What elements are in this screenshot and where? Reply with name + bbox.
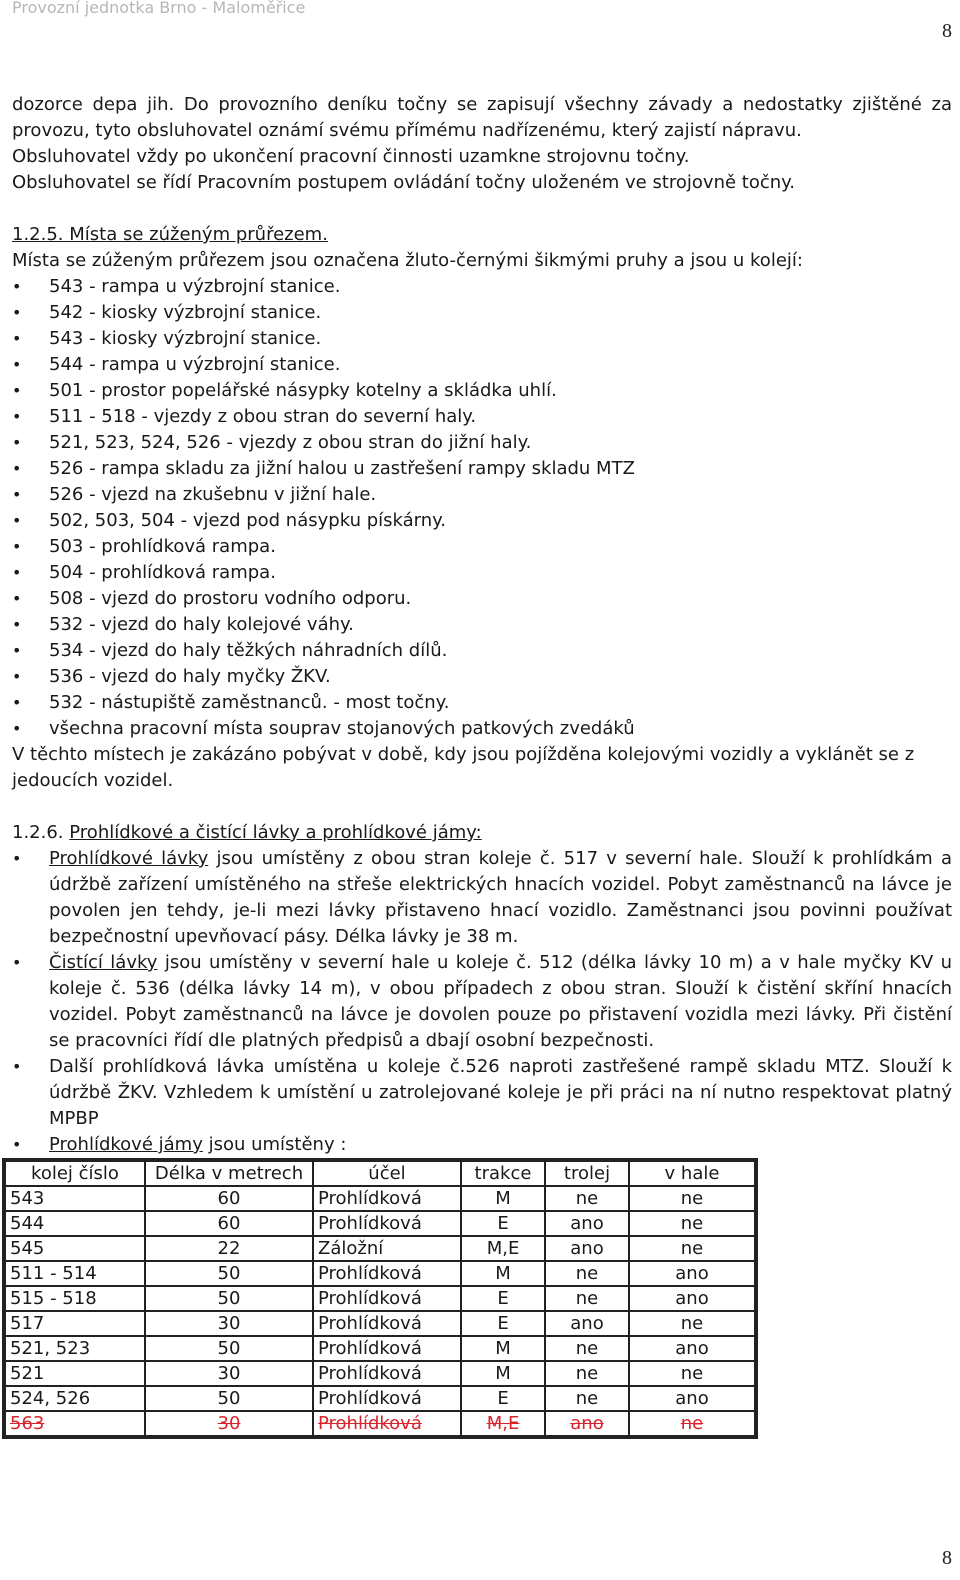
table-cell: ne: [629, 1186, 755, 1211]
table-cell: ano: [629, 1386, 755, 1411]
table-row: [5, 1211, 755, 1236]
running-header: Provozní jednotka Brno - Maloměřice: [12, 0, 306, 17]
narrow-places-list: [12, 274, 952, 742]
column-header: Délka v metrech: [145, 1161, 313, 1186]
table-cell: ne: [629, 1361, 755, 1386]
table-cell: ne: [545, 1361, 629, 1386]
list-item: • 503 - prohlídková rampa.: [12, 534, 952, 560]
table-cell: Prohlídková: [313, 1286, 461, 1311]
table-cell: Prohlídková: [313, 1361, 461, 1386]
table-cell: ano: [545, 1411, 629, 1436]
list-item: • všechna pracovní místa souprav stojanových patkových zvedáků: [12, 716, 952, 742]
list-item: [12, 846, 952, 950]
term-lead: Prohlídkové lávky: [49, 848, 209, 869]
table-cell: ne: [629, 1411, 755, 1436]
table-cell: 50: [145, 1286, 313, 1311]
term-lead: Čistící lávky: [49, 952, 158, 973]
table-cell: 50: [145, 1261, 313, 1286]
table-cell: ano: [629, 1286, 755, 1311]
table-cell: ano: [629, 1336, 755, 1361]
term-text: Další prohlídková lávka umístěna u koleje č.526 naproti zastřešené rampě skladu MTZ. Slouží k údržbě ŽKV. Vzhledem k umístění u zatrolejované koleje je při práci na ní nutno respektovat platný MPBP: [49, 1056, 952, 1129]
table-cell: E: [461, 1386, 545, 1411]
table-cell: Záložní: [313, 1236, 461, 1261]
list-item: • 534 - vjezd do haly těžkých náhradních dílů.: [12, 638, 952, 664]
table-cell: 50: [145, 1336, 313, 1361]
table-cell: ne: [629, 1311, 755, 1336]
table-cell: 524, 526: [5, 1386, 145, 1411]
page-number-bottom: 8: [942, 1547, 952, 1569]
list-item: • 544 - rampa u výzbrojní stanice.: [12, 352, 952, 378]
table-cell: Prohlídková: [313, 1386, 461, 1411]
table-cell: ano: [629, 1261, 755, 1286]
list-item: • 501 - prostor popelářské násypky kotelny a skládka uhlí.: [12, 378, 952, 404]
table-cell: 50: [145, 1386, 313, 1411]
table-cell: 60: [145, 1186, 313, 1211]
table-cell: Prohlídková: [313, 1311, 461, 1336]
table-cell: M: [461, 1261, 545, 1286]
table-row: [5, 1236, 755, 1261]
table-cell: Prohlídková: [313, 1186, 461, 1211]
table-cell: ne: [545, 1261, 629, 1286]
table-cell: Prohlídková: [313, 1211, 461, 1236]
term-text: jsou umístěny z obou stran koleje č. 517 v severní hale. Slouží k prohlídkám a údržbě zařízení umístěného na střeše elektrických hnacích vozidel. Pobyt zaměstnanců na lávce je povolen jen tehdy, je-li mezi lávky přistaveno hnací vozidlo. Zaměstnanci jsou povinni používat bezpečnostní upevňovací pásy. Délka lávky je 38 m.: [49, 848, 952, 947]
intro-line: Obsluhovatel vždy po ukončení pracovní činnosti uzamkne strojovnu točny.: [12, 146, 690, 167]
table-header-row: [5, 1161, 755, 1186]
term-text: jsou umístěny v severní hale u koleje č. 512 (délka lávky 10 m) a v hale myčky KV u koleje č. 536 (délka lávky 14 m), v obou případech z obou stran. Slouží k čistění skříní hnacích vozidel. Pobyt zaměstnanců na lávce je dovolen pouze po přistavení vozidla mezi lávky. Při čistění se pracovníci řídí dle platných předpisů a dbají osobní bezpečnosti.: [49, 952, 953, 1051]
intro-line: Obsluhovatel se řídí Pracovním postupem ovládání točny uloženém ve strojovně točny.: [12, 172, 795, 193]
list-item: • 536 - vjezd do haly myčky ŽKV.: [12, 664, 952, 690]
table-cell: ne: [545, 1336, 629, 1361]
term-lead: Prohlídkové jámy: [49, 1134, 203, 1155]
table-cell: Prohlídková: [313, 1411, 461, 1436]
list-item: • 508 - vjezd do prostoru vodního odporu.: [12, 586, 952, 612]
table-cell: Prohlídková: [313, 1261, 461, 1286]
table-cell: 30: [145, 1361, 313, 1386]
table-cell: 22: [145, 1236, 313, 1261]
section-heading-125: 1.2.5. Místa se zúženým průřezem.: [12, 224, 328, 245]
table-cell: 521: [5, 1361, 145, 1386]
table-cell: 521, 523: [5, 1336, 145, 1361]
table-cell: E: [461, 1286, 545, 1311]
table-row: [5, 1261, 755, 1286]
table-cell: 544: [5, 1211, 145, 1236]
table-cell: M: [461, 1186, 545, 1211]
table-cell: Prohlídková: [313, 1336, 461, 1361]
table-cell: 563: [5, 1411, 145, 1436]
table-cell: ne: [545, 1386, 629, 1411]
list-item: [12, 950, 952, 1054]
table-row: [5, 1361, 755, 1386]
section-heading-126: 1.2.6. Prohlídkové a čistící lávky a prohlídkové jámy:: [12, 822, 482, 843]
list-item: • 504 - prohlídková rampa.: [12, 560, 952, 586]
section-closing: V těchto místech je zakázáno pobývat v době, kdy jsou pojížděna kolejovými vozidly a vyklánět se z jedoucích vozidel.: [12, 744, 915, 791]
column-header: trakce: [461, 1161, 545, 1186]
table-row: [5, 1286, 755, 1311]
term-text: jsou umístěny :: [202, 1134, 347, 1155]
table-cell: ano: [545, 1211, 629, 1236]
page-number-top: 8: [942, 20, 952, 42]
page-content: [12, 92, 952, 1437]
list-item: [12, 1132, 952, 1158]
table-cell: 545: [5, 1236, 145, 1261]
list-item: [12, 1054, 952, 1132]
table-cell: 517: [5, 1311, 145, 1336]
table-cell: E: [461, 1311, 545, 1336]
table-cell: ne: [545, 1286, 629, 1311]
list-item: • 532 - nástupiště zaměstnanců. - most točny.: [12, 690, 952, 716]
list-item: • 526 - rampa skladu za jižní halou u zastřešení rampy skladu MTZ: [12, 456, 952, 482]
section-lead: Místa se zúženým průřezem jsou označena žluto-černými šikmými pruhy a jsou u kolejí:: [12, 250, 803, 271]
table-cell: ano: [545, 1311, 629, 1336]
table-row: [5, 1186, 755, 1211]
table-cell: 30: [145, 1311, 313, 1336]
list-item: • 542 - kiosky výzbrojní stanice.: [12, 300, 952, 326]
column-header: v hale: [629, 1161, 755, 1186]
table-row: [5, 1411, 755, 1436]
table-cell: 511 - 514: [5, 1261, 145, 1286]
table-cell: 60: [145, 1211, 313, 1236]
table-cell: M,E: [461, 1236, 545, 1261]
table-cell: M: [461, 1336, 545, 1361]
column-header: trolej: [545, 1161, 629, 1186]
list-item: • 526 - vjezd na zkušebnu v jižní hale.: [12, 482, 952, 508]
inspection-pits-table: [4, 1160, 756, 1437]
list-item: • 543 - rampa u výzbrojní stanice.: [12, 274, 952, 300]
table-cell: ne: [629, 1236, 755, 1261]
table-cell: ano: [545, 1236, 629, 1261]
list-item: • 502, 503, 504 - vjezd pod násypku pískárny.: [12, 508, 952, 534]
table-row: [5, 1386, 755, 1411]
table-cell: E: [461, 1211, 545, 1236]
table-row: [5, 1336, 755, 1361]
list-item: • 532 - vjezd do haly kolejové váhy.: [12, 612, 952, 638]
list-item: • 511 - 518 - vjezdy z obou stran do severní haly.: [12, 404, 952, 430]
table-row: [5, 1311, 755, 1336]
table-cell: ne: [545, 1186, 629, 1211]
table-cell: M: [461, 1361, 545, 1386]
column-header: účel: [313, 1161, 461, 1186]
table-cell: M,E: [461, 1411, 545, 1436]
column-header: kolej číslo: [5, 1161, 145, 1186]
table-cell: 30: [145, 1411, 313, 1436]
list-item: • 543 - kiosky výzbrojní stanice.: [12, 326, 952, 352]
table-cell: 543: [5, 1186, 145, 1211]
intro-paragraph: dozorce depa jih. Do provozního deníku točny se zapisují všechny závady a nedostatky zjištěné za provozu, tyto obsluhovatel oznámí svému přímému nadřízenému, který zajistí nápravu.: [12, 94, 952, 141]
walkways-list: [12, 846, 952, 1158]
table-cell: ne: [629, 1211, 755, 1236]
table-cell: 515 - 518: [5, 1286, 145, 1311]
list-item: • 521, 523, 524, 526 - vjezdy z obou stran do jižní haly.: [12, 430, 952, 456]
